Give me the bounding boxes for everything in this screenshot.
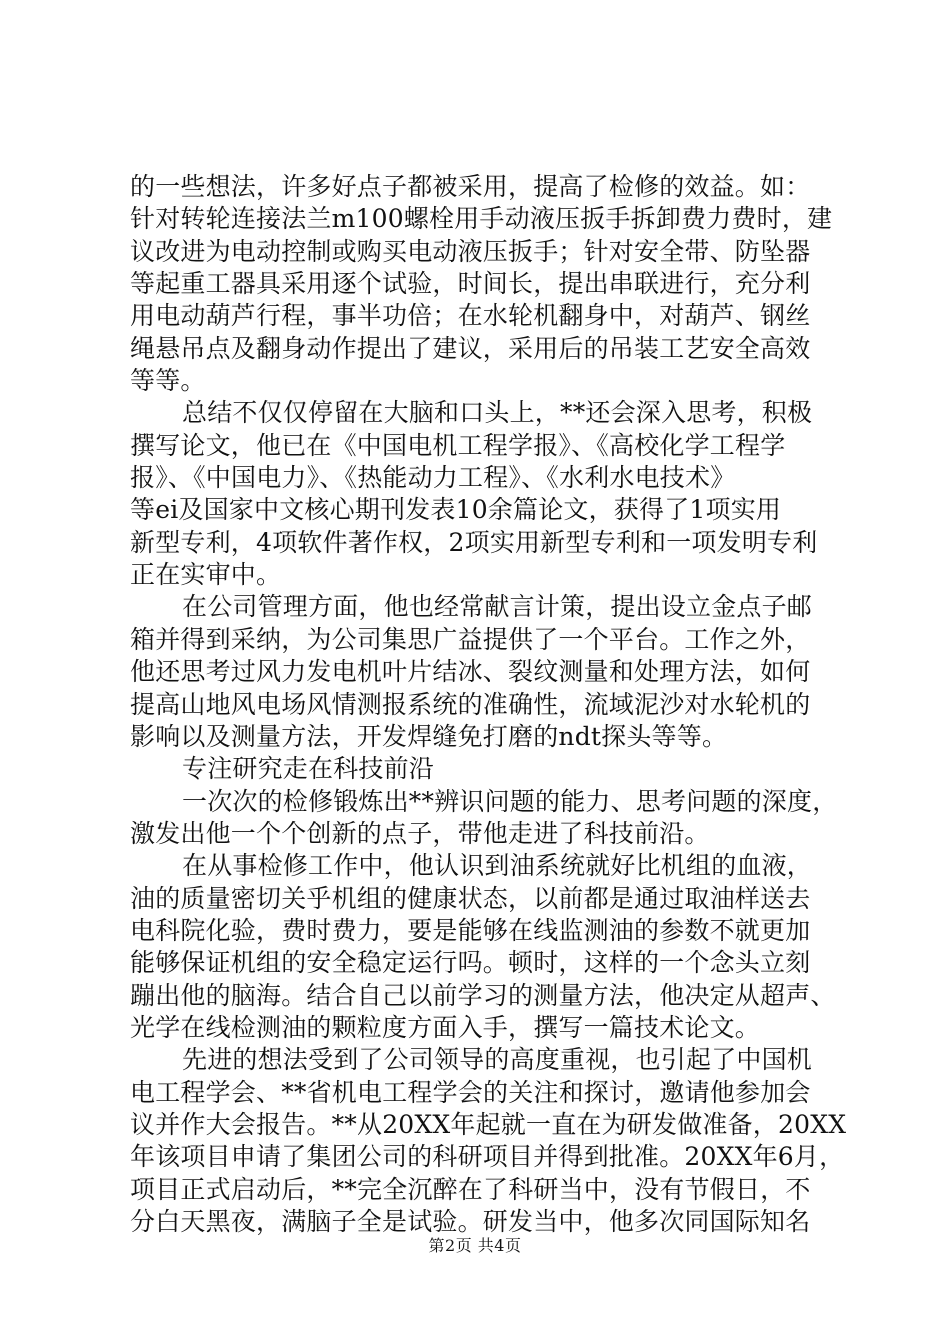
text-line: 电科院化验，费时费力，要是能够在线监测油的参数不就更加 (130, 915, 811, 945)
text-line: 项目正式启动后，**完全沉醉在了科研当中，没有节假日，不 (130, 1174, 811, 1204)
text-line: 的一些想法，许多好点子都被采用，提高了检修的效益。如： (130, 172, 811, 201)
text-line: 分白天黑夜，满脑子全是试验。研发当中，他多次同国际知名 (130, 1207, 811, 1236)
text-line: 报》、《中国电力》、《热能动力工程》、《水利水电技术》 (130, 463, 736, 493)
document-body (130, 171, 847, 1238)
text-line: 正在实审中。 (130, 560, 282, 590)
text-line: 光学在线检测油的颗粒度方面入手，撰写一篇技术论文。 (130, 1012, 761, 1042)
text-line: 等等。 (130, 366, 206, 396)
text-line: 总结不仅仅停留在大脑和口头上，**还会深入思考，积极 (182, 398, 813, 428)
text-line: 影响以及测量方法，开发焊缝免打磨的ndt探头等等。 (130, 721, 728, 751)
text-line: 油的质量密切关乎机组的健康状态，以前都是通过取油样送去 (130, 883, 811, 913)
text-line: 在从事检修工作中，他认识到油系统就好比机组的血液， (182, 851, 813, 881)
text-line: 提高山地风电场风情测报系统的准确性，流域泥沙对水轮机的 (130, 689, 811, 719)
text-line: 箱并得到采纳，为公司集思广益提供了一个平台。工作之外， (130, 624, 811, 654)
text-line: 在公司管理方面，他也经常献言计策，提出设立金点子邮 (182, 592, 813, 622)
text-line: 激发出他一个个创新的点子，带他走进了科技前沿。 (130, 818, 710, 848)
text-line: 一次次的检修锻炼出**辨识问题的能力、思考问题的深度， (182, 786, 838, 816)
text-line: 针对转轮连接法兰m100螺栓用手动液压扳手拆卸费力费时，建 (130, 204, 833, 234)
text-line: 电工程学会、**省机电工程学会的关注和探讨，邀请他参加会 (130, 1077, 811, 1107)
text-line: 能够保证机组的安全稳定运行吗。顿时，这样的一个念头立刻 (130, 948, 811, 978)
text-line: 等起重工器具采用逐个试验，时间长，提出串联进行，充分利 (130, 269, 811, 299)
text-line: 绳悬吊点及翻身动作提出了建议，采用后的吊装工艺安全高效 (130, 333, 811, 363)
page-footer: 第2页 共4页 (428, 1236, 522, 1255)
text-line: 等ei及国家中文核心期刊发表10余篇论文，获得了1项实用 (130, 495, 782, 525)
text-line: 撰写论文，他已在《中国电机工程学报》、《高校化学工程学 (130, 430, 786, 460)
text-line: 议改进为电动控制或购买电动液压扳手；针对安全带、防坠器 (130, 236, 811, 266)
text-line: 新型专利，4项软件著作权，2项实用新型专利和一项发明专利 (130, 527, 818, 557)
text-line: 他还思考过风力发电机叶片结冰、裂纹测量和处理方法，如何 (130, 657, 811, 687)
text-line: 蹦出他的脑海。结合自己以前学习的测量方法，他决定从超声、 (130, 980, 836, 1010)
text-line: 专注研究走在科技前沿 (182, 754, 435, 784)
text-line: 先进的想法受到了公司领导的高度重视，也引起了中国机 (182, 1045, 813, 1075)
text-line: 用电动葫芦行程，事半功倍；在水轮机翻身中，对葫芦、钢丝 (130, 301, 811, 331)
text-line: 年该项目申请了集团公司的科研项目并得到批准。20XX年6月， (130, 1142, 845, 1172)
text-line: 议并作大会报告。**从20XX年起就一直在为研发做准备，20XX (130, 1109, 847, 1139)
